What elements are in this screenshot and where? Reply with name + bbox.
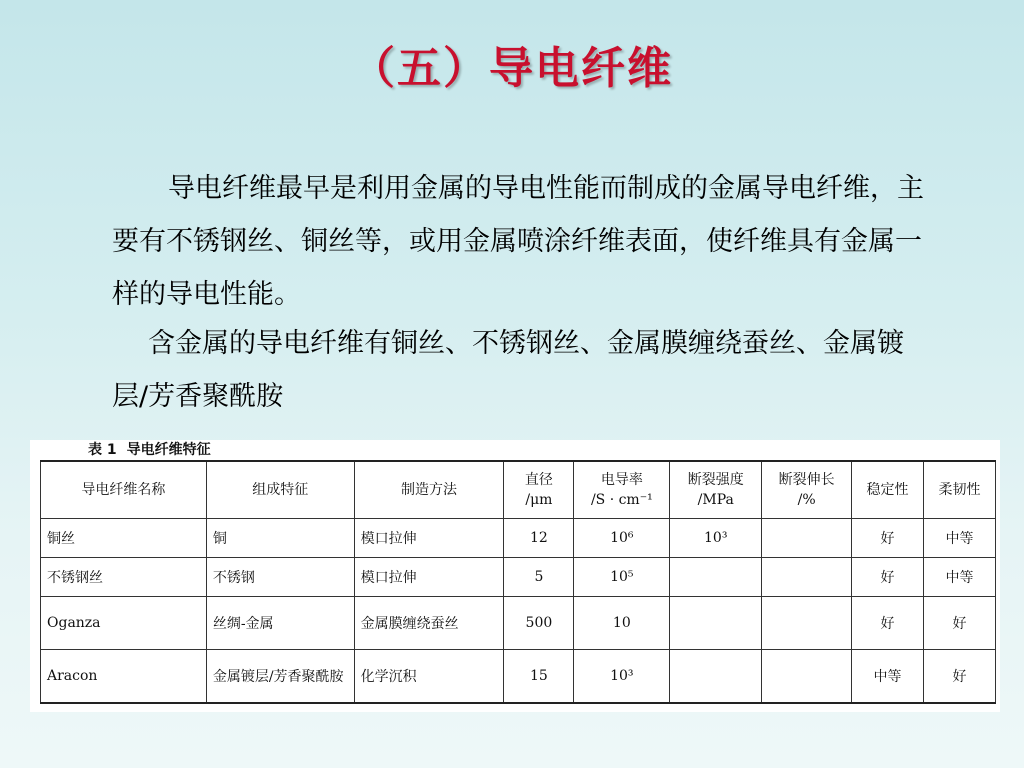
- cell-elongation: [762, 558, 852, 597]
- cell-flexibility: 好: [924, 597, 996, 650]
- cell-stability: 中等: [852, 650, 924, 704]
- cell-conductivity: 10: [574, 597, 670, 650]
- cell-method: 模口拉伸: [354, 519, 504, 558]
- table-header-row: [41, 461, 996, 519]
- cell-diameter: 5: [504, 558, 574, 597]
- cell-fiber-name: 铜丝: [41, 519, 207, 558]
- table-caption-number: 表 1: [88, 442, 117, 458]
- table-caption-text: 导电纤维特征: [126, 442, 211, 458]
- cell-composition: 金属镀层/芳香聚酰胺: [206, 650, 354, 704]
- fiber-characteristics-table: [40, 460, 996, 704]
- header-composition: 组成特征: [206, 461, 354, 519]
- cell-stability: 好: [852, 519, 924, 558]
- cell-method: 化学沉积: [354, 650, 504, 704]
- cell-diameter: 15: [504, 650, 574, 704]
- table-row: [41, 650, 996, 704]
- cell-flexibility: 好: [924, 650, 996, 704]
- cell-fiber-name: Oganza: [41, 597, 207, 650]
- cell-stability: 好: [852, 597, 924, 650]
- header-breaking-strength: 断裂强度 /MPa: [670, 461, 762, 519]
- cell-diameter: 500: [504, 597, 574, 650]
- cell-breaking-strength: 10³: [670, 519, 762, 558]
- cell-stability: 好: [852, 558, 924, 597]
- table-row: [41, 519, 996, 558]
- header-method: 制造方法: [354, 461, 504, 519]
- cell-elongation: [762, 597, 852, 650]
- cell-method: 金属膜缠绕蚕丝: [354, 597, 504, 650]
- cell-conductivity: 10⁵: [574, 558, 670, 597]
- cell-method: 模口拉伸: [354, 558, 504, 597]
- cell-composition: 不锈钢: [206, 558, 354, 597]
- cell-flexibility: 中等: [924, 558, 996, 597]
- header-elongation: 断裂伸长 /%: [762, 461, 852, 519]
- cell-elongation: [762, 519, 852, 558]
- header-conductivity: 电导率 /S · cm⁻¹: [574, 461, 670, 519]
- cell-composition: 丝绸-金属: [206, 597, 354, 650]
- cell-breaking-strength: [670, 597, 762, 650]
- cell-flexibility: 中等: [924, 519, 996, 558]
- cell-conductivity: 10³: [574, 650, 670, 704]
- header-fiber-name: 导电纤维名称: [41, 461, 207, 519]
- cell-fiber-name: 不锈钢丝: [41, 558, 207, 597]
- header-stability: 稳定性: [852, 461, 924, 519]
- cell-elongation: [762, 650, 852, 704]
- intro-paragraph: 导电纤维最早是利用金属的导电性能而制成的金属导电纤维，主要有不锈钢丝、铜丝等，或用金属喷涂纤维表面，使纤维具有金属一样的导电性能。: [112, 173, 924, 310]
- cell-conductivity: 10⁶: [574, 519, 670, 558]
- cell-breaking-strength: [670, 650, 762, 704]
- cell-fiber-name: Aracon: [41, 650, 207, 704]
- header-diameter: 直径 /μm: [504, 461, 574, 519]
- metal-fiber-paragraph: 含金属的导电纤维有铜丝、不锈钢丝、金属膜缠绕蚕丝、金属镀层/芳香聚酰胺: [112, 328, 904, 412]
- table-row: [41, 558, 996, 597]
- header-flexibility: 柔韧性: [924, 461, 996, 519]
- table-caption: [40, 440, 996, 460]
- cell-composition: 铜: [206, 519, 354, 558]
- slide-title: （五）导电纤维: [351, 43, 673, 94]
- fiber-characteristics-table-figure: [30, 440, 1000, 712]
- cell-breaking-strength: [670, 558, 762, 597]
- table-row: [41, 597, 996, 650]
- cell-diameter: 12: [504, 519, 574, 558]
